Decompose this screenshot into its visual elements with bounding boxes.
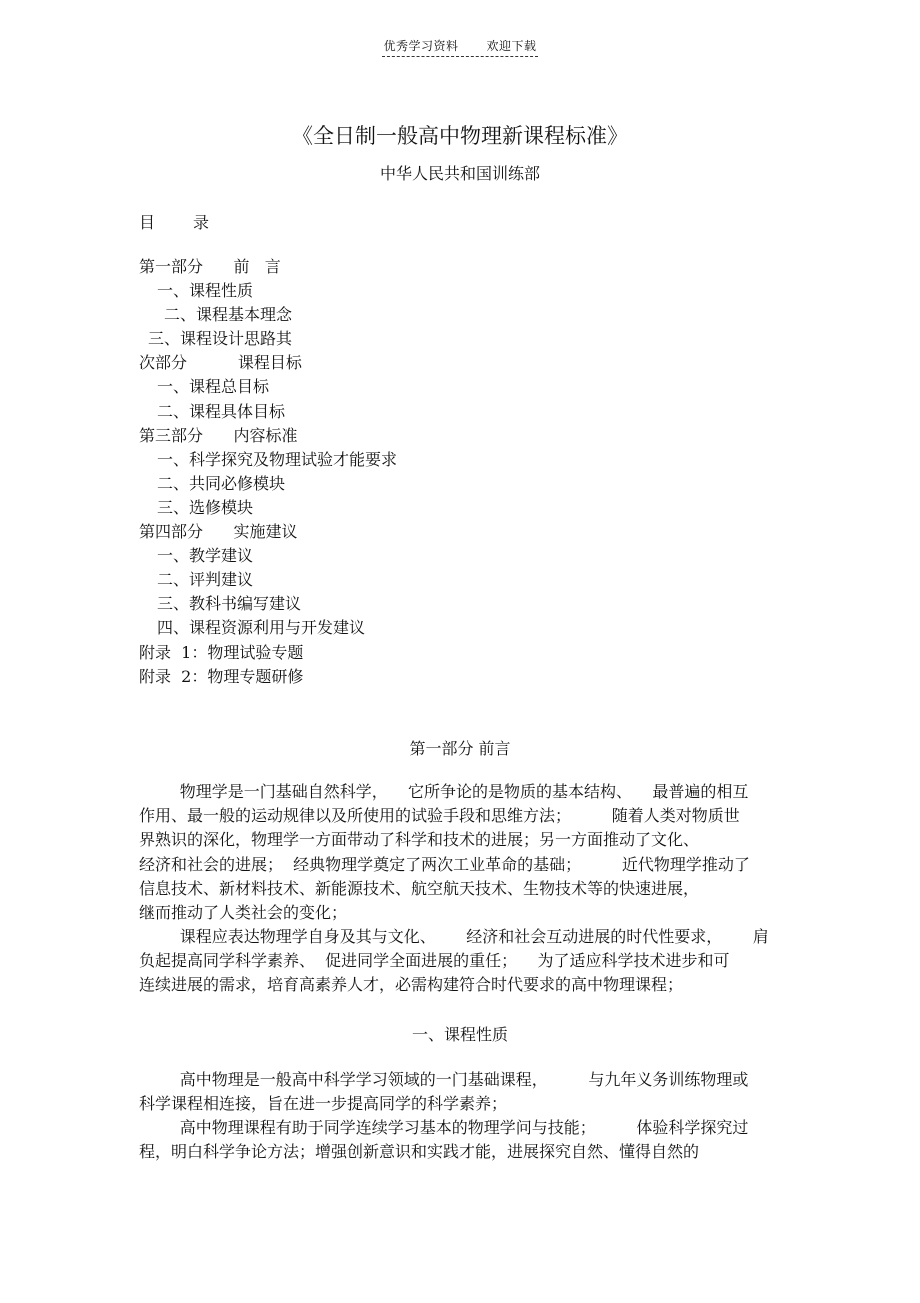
text-line: 物理学是一门基础自然科学， 它所争论的是物质的基本结构、 最普遍的相互 xyxy=(139,782,749,801)
toc-item: 一、课程性质 xyxy=(157,281,254,301)
text-line: 信息技术、新材料技术、新能源技术、航空航天技术、生物技术等的快速进展， xyxy=(139,878,700,898)
text-line: 连续进展的需求，培育高素养人才，必需构建符合时代要求的高中物理课程； xyxy=(139,975,684,995)
text-line: 经济和社会的进展； 经典物理学奠定了两次工业革命的基础； 近代物理学推动了 xyxy=(139,854,750,874)
part1-paragraph-2 xyxy=(139,925,779,998)
toc-item: 一、课程总目标 xyxy=(157,377,270,397)
toc-item: 第四部分 实施建议 xyxy=(139,522,298,542)
section1-title: 一、课程性质 xyxy=(411,1025,508,1044)
text-line: 继而推动了人类社会的变化； xyxy=(139,903,348,923)
text-line: 科学课程相连接，旨在进一步提高同学的科学素养； xyxy=(139,1094,508,1114)
text-line: 作用、最一般的运动规律以及所使用的试验手段和思维方法； 随着人类对物质世 xyxy=(139,806,740,826)
toc-heading-right: 录 xyxy=(193,213,210,232)
text-line: 界熟识的深化，物理学一方面带动了科学和技术的进展；另一方面推动了文化、 xyxy=(139,830,700,850)
text-line: 负起提高同学科学素养、 促进同学全面进展的重任； 为了适应科学技术进步和可 xyxy=(139,951,730,971)
toc-item: 二、评判建议 xyxy=(157,570,254,590)
text-line: 高中物理课程有助于同学连续学习基本的物理学问与技能； 体验科学探究过 xyxy=(139,1118,749,1137)
toc-item: 附录 1：物理试验专题 xyxy=(139,642,304,662)
table-of-contents xyxy=(139,255,397,689)
toc-item: 第三部分 内容标准 xyxy=(139,425,298,445)
toc-item: 次部分 课程目标 xyxy=(139,353,302,373)
toc-item: 第一部分 前 言 xyxy=(139,257,281,276)
section1-paragraph-1 xyxy=(139,1068,779,1116)
document-publisher: 中华人民共和国训练部 xyxy=(379,164,540,183)
toc-item: 三、教科书编写建议 xyxy=(157,594,302,614)
toc-item: 三、选修模块 xyxy=(157,497,254,517)
toc-item: 二、课程具体目标 xyxy=(157,401,286,421)
header-dashed-rule xyxy=(382,56,538,57)
toc-item: 四、课程资源利用与开发建议 xyxy=(157,618,366,638)
header-right-text: 欢迎下载 xyxy=(486,39,537,53)
text-line: 课程应表达物理学自身及其与文化、 经济和社会互动进展的时代性要求， 肩 xyxy=(139,927,769,946)
toc-item: 二、课程基本理念 xyxy=(164,305,293,325)
part1-title: 第一部分 前言 xyxy=(409,739,511,758)
part1-paragraph-1 xyxy=(139,780,779,925)
toc-item: 一、科学探究及物理试验才能要求 xyxy=(157,449,398,469)
toc-heading xyxy=(139,210,209,233)
section1-paragraph-2 xyxy=(139,1116,779,1164)
toc-item: 附录 2：物理专题研修 xyxy=(139,666,304,686)
toc-item: 三、课程设计思路其 xyxy=(148,329,293,349)
page-header xyxy=(0,37,920,54)
toc-heading-left: 目 xyxy=(139,213,156,232)
text-line: 程，明白科学争论方法；增强创新意识和实践才能，进展探究自然、懂得自然的 xyxy=(139,1142,700,1162)
toc-item: 二、共同必修模块 xyxy=(157,473,286,493)
header-left-text: 优秀学习资料 xyxy=(383,39,459,53)
toc-item: 一、教学建议 xyxy=(157,546,254,566)
text-line: 高中物理是一般高中科学学习领域的一门基础课程， 与九年义务训练物理或 xyxy=(139,1070,749,1089)
document-title: 《全日制一般高中物理新课程标准》 xyxy=(292,124,628,148)
